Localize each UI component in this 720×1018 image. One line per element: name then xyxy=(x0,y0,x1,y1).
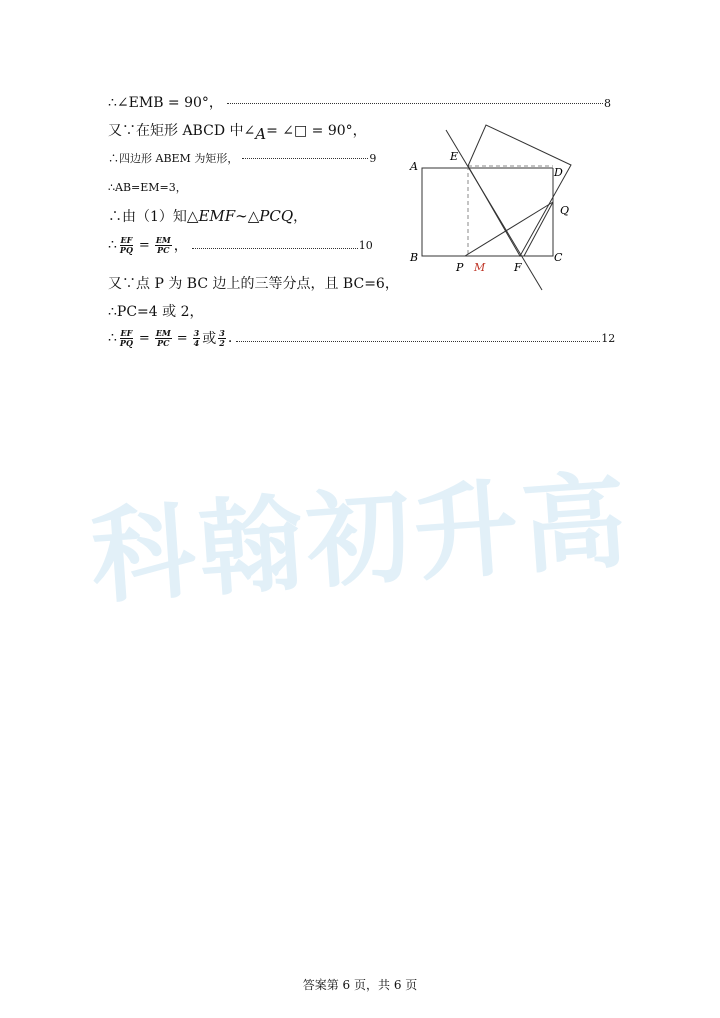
line-abem-rectangle xyxy=(108,150,376,166)
dot-leader xyxy=(192,248,358,249)
geometry-figure xyxy=(400,118,590,298)
label-f: F xyxy=(514,261,522,274)
line-text-post: = ∠□ = 90°， xyxy=(266,123,367,139)
similar-triangles-math: △EMF∼△PCQ xyxy=(186,207,294,225)
line-final-answer xyxy=(108,328,615,348)
fraction-ef-pq xyxy=(119,329,134,348)
numerator: EM xyxy=(155,327,171,338)
fraction-three-halves xyxy=(218,329,226,348)
numerator: 3 xyxy=(193,327,200,338)
period: . xyxy=(227,330,233,346)
line-text: ∴四边形 ABEM 为矩形， xyxy=(108,152,239,165)
fraction-em-pc xyxy=(155,236,172,255)
line-ab-em xyxy=(108,179,187,195)
label-m: M xyxy=(474,261,486,274)
numerator: EM xyxy=(155,234,171,245)
therefore-symbol: ∴ xyxy=(108,237,117,253)
fraction-em-pc xyxy=(155,329,172,348)
line-similar-triangles xyxy=(108,206,307,226)
line-rectangle-angles xyxy=(108,120,367,143)
line-text-post: ， xyxy=(293,209,308,225)
therefore-symbol: ∴ xyxy=(108,330,117,346)
line-trisection-point xyxy=(108,273,399,293)
numerator: EF xyxy=(120,234,133,245)
angle-a-symbol: A xyxy=(255,125,267,143)
denominator: PQ xyxy=(119,244,133,255)
label-b: B xyxy=(410,251,419,264)
label-d: D xyxy=(554,166,563,179)
fraction-three-quarters xyxy=(193,329,201,348)
dot-leader xyxy=(236,341,600,342)
label-c: C xyxy=(554,251,563,264)
line-text: ∴AB=EM=3， xyxy=(108,181,187,194)
score-mark: 12 xyxy=(601,331,616,345)
label-a: A xyxy=(410,160,418,173)
line-text: ∴∠EMB = 90°， xyxy=(108,95,223,111)
line-emb-90 xyxy=(108,92,611,112)
line-text-pre: ∴由（1）知 xyxy=(108,209,187,225)
fraction-ef-pq xyxy=(119,236,134,255)
equals-sign: = xyxy=(176,330,188,346)
line-text: ∴PC=4 或 2， xyxy=(108,304,204,320)
rectangle-outline xyxy=(422,168,553,256)
line-pc-value xyxy=(108,301,203,321)
score-mark: 8 xyxy=(603,97,611,110)
denominator: PC xyxy=(157,244,170,255)
label-e: E xyxy=(450,150,459,163)
score-mark: 9 xyxy=(369,152,377,165)
page-footer: 答案第 6 页，共 6 页 xyxy=(302,978,418,992)
comma: ， xyxy=(173,238,188,254)
figure-strokes xyxy=(422,125,571,290)
folded-rectangle xyxy=(468,125,571,256)
segment-qf xyxy=(524,202,553,256)
numerator: 3 xyxy=(219,327,225,338)
label-p: P xyxy=(456,261,464,274)
denominator: 2 xyxy=(219,337,225,348)
score-mark: 10 xyxy=(358,238,373,252)
label-q: Q xyxy=(560,204,570,217)
equals-sign: = xyxy=(138,330,150,346)
denominator: PQ xyxy=(119,337,133,348)
dot-leader xyxy=(227,103,603,104)
line-text: 又∵点 P 为 BC 边上的三等分点，且 BC=6， xyxy=(108,276,399,292)
numerator: EF xyxy=(120,327,133,338)
line-text-pre: 又∵在矩形 ABCD 中∠ xyxy=(108,123,256,139)
denominator: PC xyxy=(157,337,170,348)
dot-leader xyxy=(242,158,368,159)
watermark: 科翰初升高 xyxy=(87,459,635,619)
or-word: 或 xyxy=(202,331,217,347)
denominator: 4 xyxy=(193,337,200,348)
equals-sign: = xyxy=(138,237,150,253)
line-ratio-equation xyxy=(108,235,373,255)
segment-pq xyxy=(465,202,553,256)
